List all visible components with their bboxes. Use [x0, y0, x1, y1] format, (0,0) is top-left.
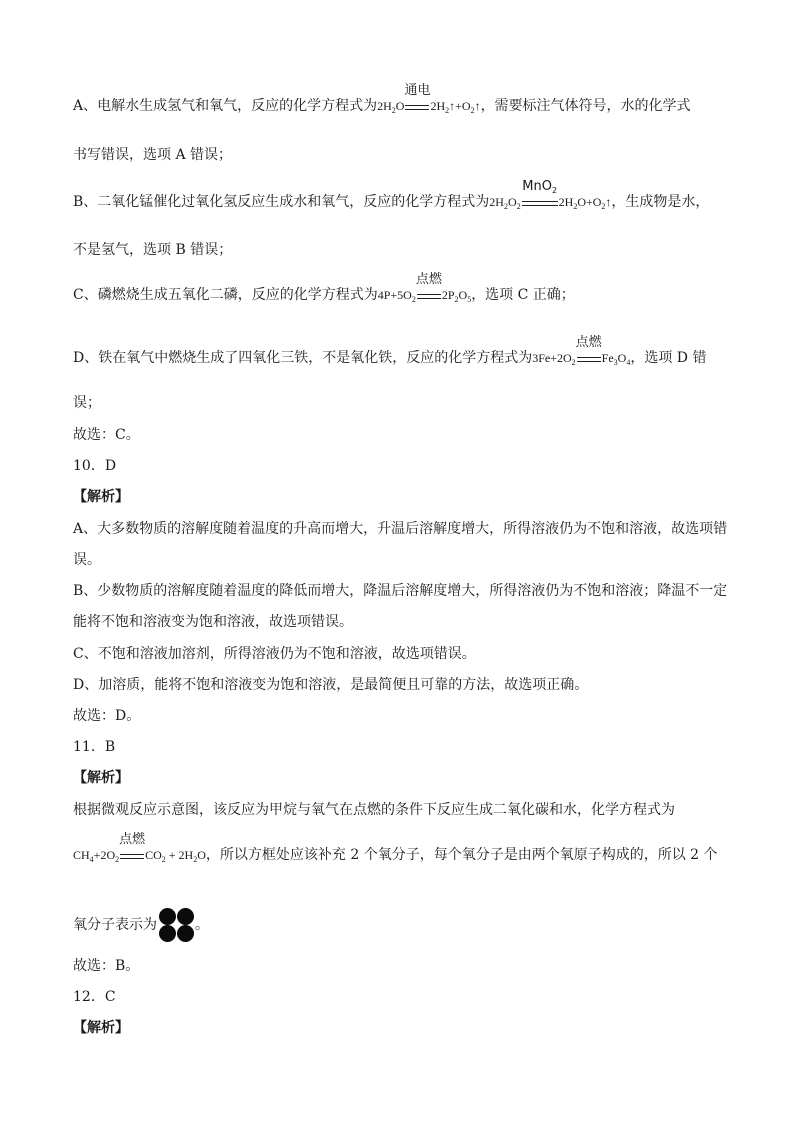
eq-sub: 2 — [411, 295, 416, 304]
eq-sub: 4 — [89, 855, 94, 864]
reaction-condition — [575, 335, 602, 367]
equation-b — [489, 179, 612, 211]
paragraph-a-line2: 书写错误，选项 A 错误； — [73, 147, 233, 163]
q11-line1: 根据微观反应示意图，该反应为甲烷与氧气在点燃的条件下反应生成二氧化碳和水，化学方程式为 — [73, 802, 675, 818]
eq-part: +2O — [93, 848, 116, 862]
eq-part: O — [507, 195, 517, 209]
question-12-number: 12．C — [73, 989, 116, 1005]
equation-methane — [73, 832, 206, 864]
eq-part: 2P — [441, 288, 455, 302]
text: ，所以方框处应该补充 2 个氧分子，每个氧分子是由两个氧原子构成的，所以 2 个 — [205, 847, 718, 863]
eq-part: ↑ — [474, 99, 481, 113]
eq-sub: 2 — [551, 186, 558, 195]
eq-sub: 3 — [613, 358, 618, 367]
text: D、铁在氧气中燃烧生成了四氧化三铁，不是氧化铁，反应的化学方程式为 — [73, 350, 533, 366]
eq-part: O — [458, 288, 468, 302]
eq-sub: 2 — [601, 202, 606, 211]
q10-option-d: D、加溶质，能将不饱和溶液变为饱和溶液，是最简便且可靠的方法，故选项正确。 — [73, 677, 589, 693]
equation-a — [377, 83, 481, 115]
equals-bar — [577, 357, 601, 362]
paragraph-c-line1 — [73, 272, 724, 304]
text: 氧分子表示为 — [73, 917, 157, 933]
paragraph-a-line1 — [73, 83, 724, 115]
eq-sub: 2 — [445, 106, 450, 115]
two-oxygen-molecule-icon — [158, 907, 194, 943]
reaction-condition — [119, 832, 146, 864]
eq-part: Fe — [601, 351, 614, 365]
eq-part: 2H — [430, 99, 446, 113]
analysis-heading-11: 【解析】 — [73, 770, 129, 786]
eq-sub: 2 — [470, 106, 475, 115]
analysis-heading-12: 【解析】 — [73, 1020, 129, 1036]
oxygen-atom — [159, 925, 176, 942]
eq-sub: 2 — [516, 202, 521, 211]
text: C、磷燃烧生成五氧化二磷，反应的化学方程式为 — [73, 287, 378, 303]
text: B、二氧化锰催化过氧化氢反应生成水和氧气，反应的化学方程式为 — [73, 194, 490, 210]
eq-part: O+O — [577, 195, 602, 209]
q10-option-b-line2: 能将不饱和溶液变为饱和溶液，故选项错误。 — [73, 614, 353, 630]
condition-text: 点燃 — [575, 335, 602, 350]
eq-part: 3Fe+2O — [532, 351, 572, 365]
eq-sub: 4 — [626, 358, 631, 367]
eq-part: ↑+O — [449, 99, 471, 113]
eq-part: O — [395, 99, 405, 113]
analysis-heading-10: 【解析】 — [73, 489, 129, 505]
answer-11: 故选：B。 — [73, 958, 140, 974]
equals-bar — [405, 105, 429, 110]
equals-bar — [417, 294, 441, 299]
catalyst: MnO — [522, 179, 552, 194]
text: ，生成物是水， — [611, 194, 710, 210]
eq-part: 2H — [558, 195, 574, 209]
oxygen-atom — [159, 908, 176, 925]
q10-option-a-line1: A、大多数物质的溶解度随着温度的升高而增大，升温后溶解度增大，所得溶液仍为不饱和溶液，故选项错 — [73, 521, 728, 537]
eq-part: + 2H — [165, 848, 194, 862]
eq-part: CH — [73, 848, 90, 862]
paragraph-b-line1 — [73, 179, 724, 211]
reaction-condition — [404, 83, 431, 115]
eq-part: 2H — [489, 195, 504, 209]
eq-sub: 2 — [391, 106, 396, 115]
condition-text: 点燃 — [119, 832, 146, 847]
reaction-condition — [521, 179, 559, 211]
q11-line3 — [73, 907, 724, 943]
condition-text: 通电 — [404, 83, 431, 98]
equals-bar — [120, 854, 144, 859]
equation-c — [377, 272, 472, 304]
reaction-condition — [415, 272, 442, 304]
text: ，需要标注气体符号，水的化学式 — [480, 98, 691, 114]
oxygen-atom — [177, 925, 194, 942]
q11-line2 — [73, 832, 724, 864]
condition-text: 点燃 — [415, 272, 442, 287]
eq-sub: 2 — [571, 358, 576, 367]
eq-sub: 2 — [454, 295, 459, 304]
q10-option-b-line1: B、少数物质的溶解度随着温度的降低而增大，降温后溶解度增大，所得溶液仍为不饱和溶液；降温不一定 — [73, 583, 728, 599]
eq-part: 2H — [377, 99, 392, 113]
condition-text — [521, 180, 559, 193]
text: ，选项 D 错 — [630, 350, 707, 366]
answer-9: 故选：C。 — [73, 427, 140, 443]
question-11-number: 11．B — [73, 739, 116, 755]
text: A、电解水生成氢气和氧气，反应的化学方程式为 — [73, 98, 378, 114]
text: 。 — [195, 917, 209, 933]
paragraph-d-line2: 误； — [73, 395, 101, 411]
eq-part: 4P+5O — [377, 288, 412, 302]
answer-10: 故选：D。 — [73, 708, 141, 724]
oxygen-atom — [177, 908, 194, 925]
q10-option-a-line2: 误。 — [73, 552, 101, 568]
q10-option-c: C、不饱和溶液加溶剂，所得溶液仍为不饱和溶液，故选项错误。 — [73, 646, 476, 662]
eq-part: CO — [145, 848, 162, 862]
paragraph-b-line2: 不是氢气，选项 B 错误； — [73, 242, 233, 258]
paragraph-d-line1 — [73, 335, 724, 367]
question-10-number: 10．D — [73, 458, 117, 474]
eq-sub: 5 — [467, 295, 472, 304]
eq-sub: 2 — [573, 202, 578, 211]
eq-part: ↑ — [605, 195, 612, 209]
eq-sub: 2 — [193, 855, 198, 864]
equals-bar — [522, 201, 558, 206]
eq-sub: 2 — [161, 855, 166, 864]
eq-sub: 2 — [503, 202, 508, 211]
text: ，选项 C 正确； — [471, 287, 575, 303]
eq-part: O — [197, 848, 206, 862]
equation-d — [532, 335, 631, 367]
eq-part: O — [617, 351, 627, 365]
eq-sub: 2 — [115, 855, 120, 864]
